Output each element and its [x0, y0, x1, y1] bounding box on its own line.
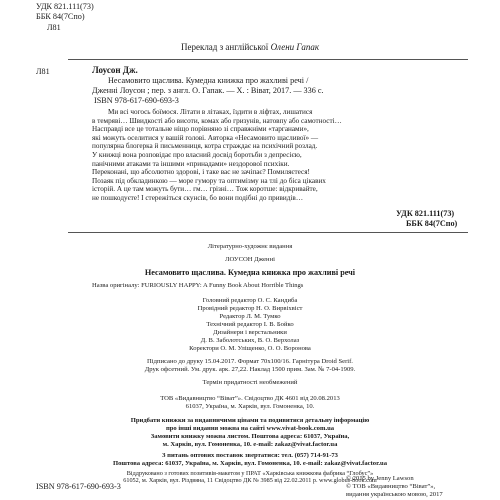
mail-line: про інші видання можна на сайті www.vivat-book.com.ua	[165, 425, 335, 432]
staff-line: Технічний редактор І. В. Бойко	[206, 321, 294, 328]
staff-line: Д. В. Заболотських, В. О. Верхолаз	[200, 337, 300, 344]
imprint-validity: Термін придатності необмежений	[202, 379, 298, 386]
wholesale-line: Поштова адреса: 61037, Україна, м. Харків, вул. Гомоненка, 10. e-mail: zakaz@vivat.factor.ua	[112, 460, 388, 467]
translator-name: Олени Гапак	[270, 42, 320, 52]
entry-code: Л81	[36, 67, 50, 76]
printer-line: 61052, м. Харків, вул. Різдвяна, 11 Свідоцтво ДК № 3985 від 22.02.2011 р. www.globus-book.com	[123, 477, 377, 485]
abstract-line: історій. А це там можуть бути… гм… грізні… Тож коротше: відкривайте,	[92, 185, 318, 194]
imprint-genre: Літературно-художнє видання	[207, 243, 293, 250]
footer-isbn: ISBN 978-617-690-693-3	[36, 482, 121, 491]
print-line: Друк офсетний. Ум. друк. арк. 27,22. Наклад 1500 прим. Зам. № 7-04-1909.	[144, 366, 356, 373]
entry-author: Лоусон Дж.	[92, 65, 138, 75]
entry-title-line: Дженні Лоусон ; пер. з англ. О. Гапак. — Х. : Віват, 2017. — 336 с.	[92, 85, 324, 95]
entry-bbk: ББК 84(7Спо)	[406, 219, 458, 228]
imprint-title: Несамовито щаслива. Кумедна книжка про жахливі речі	[144, 268, 356, 277]
abstract-line: не пошкодуєте! І стережіться скунсів, бо вони подібні до привидів…	[92, 193, 304, 202]
top-udk: УДК 821.111(73)	[36, 2, 94, 11]
top-bbk: ББК 84(7Спо)	[36, 12, 85, 21]
imprint-print-data	[0, 358, 500, 374]
mail-line: Придбати книжки за видавничими цінами та подивитися детальну інформацію	[130, 417, 370, 424]
abstract-line: панічними атаками та іншими «принадами» нездорової психіки.	[92, 159, 290, 168]
imprint-wholesale	[0, 452, 500, 468]
imprint-author: ЛОУСОН Дженні	[225, 256, 275, 263]
imprint-publisher	[0, 395, 500, 411]
top-code: Л81	[47, 23, 61, 32]
abstract-line: Переконані, що абсолютно здорові, і таке вас не зачіпає? Помиляєтеся!	[92, 168, 310, 177]
translation-credit	[0, 42, 500, 53]
mail-line: Замовити книжку можна листом. Поштова адреса: 61037, Україна,	[150, 433, 350, 440]
mid-divider	[68, 232, 468, 233]
entry-isbn: ISBN 978-617-690-693-3	[94, 95, 179, 105]
staff-line: Коректори О. М. Уліщенко, О. О. Воронова	[189, 345, 311, 352]
printer-line: Віддруковано з готових позитивів-макетом у ПРАТ «Харківська книжкова фабрика “Глобус”»	[126, 470, 374, 477]
copyright-line: видання українською мовою, 2017	[346, 490, 443, 498]
abstract-line: Насправді все це тотальне ніщо порівняно зі справжніми «тарганами»,	[92, 125, 309, 134]
entry-abstract	[92, 108, 472, 203]
staff-line: Провідний редактор Н. О. Вирвіхвіст	[197, 305, 303, 312]
mail-line: м. Харків, вул. Гомоненка, 10. e-mail: zakaz@vivat.factor.ua	[162, 441, 338, 448]
wholesale-line: З питань оптових поставок звертатися: тел. (057) 714-91-73	[162, 452, 338, 459]
abstract-line: У книжці вона розповідає про власний досвід боротьби з депресією,	[92, 150, 302, 159]
copyright-line: © 2015 by Jenny Lawson	[346, 475, 414, 482]
original-title: FURIOUSLY HAPPY: A Funny Book About Horrible Things	[141, 282, 304, 289]
copyright-line: © ТОВ «Видавництво “Віват”»,	[346, 482, 436, 490]
imprint-staff	[0, 297, 500, 353]
staff-line: Дизайнери і верстальники	[213, 329, 287, 336]
imprint-mail-order	[0, 417, 500, 449]
publisher-line: ТОВ «Видавництво “Віват”». Свідоцтво ДК 4601 від 20.08.2013	[160, 395, 340, 402]
abstract-line: популярна блогерка й письменниця, котра страждає на психічний розлад.	[92, 142, 318, 151]
entry-title-line: Несамовито щаслива. Кумедна книжка про жахливі речі /	[108, 76, 309, 85]
publisher-line: 61037, Україна, м. Харків, вул. Гомоненка, 10.	[185, 403, 315, 410]
staff-line: Головний редактор О. С. Кандиба	[202, 297, 298, 304]
abstract-line: Позаяк під обкладинкою — море гумору та оптимізму на тлі до біса цікавих	[92, 176, 326, 185]
entry-title-block	[92, 76, 324, 105]
abstract-line: Ми всі чогось боїмося. Літати в літаках, їздити в ліфтах, лишатися	[108, 108, 313, 116]
top-divider	[68, 59, 468, 60]
print-line: Підписано до друку 15.04.2017. Формат 70х100/16. Гарнітура Droid Serif.	[147, 358, 353, 365]
translation-prefix: Переклад з англійської	[180, 42, 271, 52]
abstract-line: які можуть оселитися у вашій голові. Авторка «Несамовито щасливої» —	[92, 133, 319, 142]
imprint-original-title	[92, 282, 303, 290]
abstract-line: в темряві… Швидкості або висоти, комах або гризунів, натовпу або самотності…	[92, 116, 342, 125]
staff-line: Редактор Л. М. Тумко	[219, 313, 281, 320]
footer-copyright	[346, 475, 443, 498]
original-label: Назва оригіналу:	[92, 282, 142, 289]
entry-udk: УДК 821.111(73)	[396, 209, 455, 218]
